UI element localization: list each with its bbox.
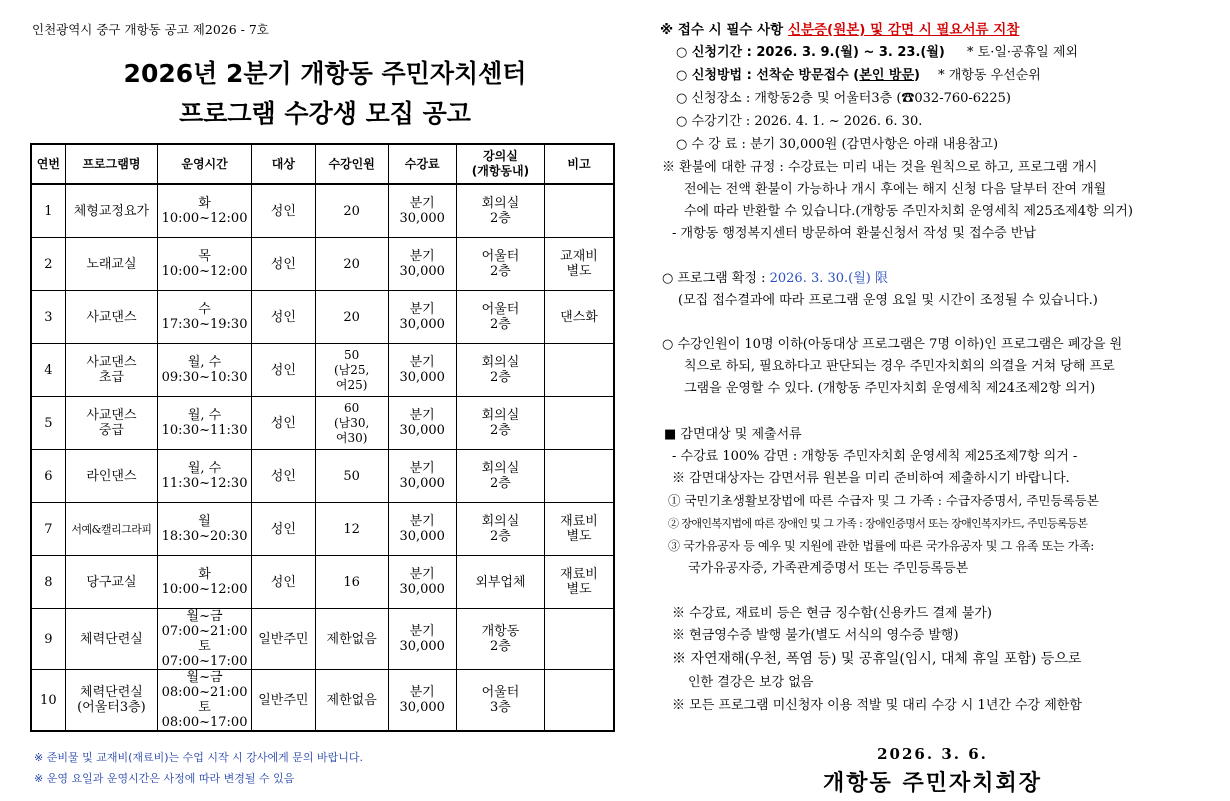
col-note-cell: 재료비 별도 (545, 503, 614, 556)
col-note-cell: 교재비 별도 (545, 238, 614, 291)
closing-rule-line3: 그램을 운영할 수 있다. (개항동 주민자치회 운영세칙 제24조제2항 의거) (684, 381, 1096, 396)
application-method-close: ) (914, 68, 920, 83)
col-fee-cell: 분기 30,000 (388, 670, 456, 732)
col-target-cell: 성인 (251, 238, 315, 291)
program-table (30, 143, 615, 732)
col-room-cell: 회의실 2층 (456, 503, 544, 556)
closing-rule-line2: 칙으로 하되, 필요하다고 판단되는 경우 주민자치회의 의결을 거쳐 당해 프로 (684, 359, 1115, 374)
col-fee-cell: 분기 30,000 (388, 503, 456, 556)
page-title-line1: 2026년 2분기 개항동 주민자치센터 (123, 59, 527, 88)
col-note-cell: 재료비 별도 (545, 556, 614, 609)
col-time-header: 운영시간 (158, 144, 252, 184)
col-no-cell: 3 (31, 291, 65, 344)
col-no-cell: 4 (31, 344, 65, 397)
col-room-cell: 어울터 2층 (456, 238, 544, 291)
table-row (31, 291, 614, 344)
col-room-cell: 개항동 2층 (456, 609, 544, 670)
application-period (676, 44, 1078, 61)
col-target-cell: 성인 (251, 503, 315, 556)
col-no-cell: 7 (31, 503, 65, 556)
refund-policy-line1: ※ 환불에 대한 규정 : 수강료는 미리 내는 것을 원칙으로 하고, 프로그램 개시 (662, 160, 1098, 175)
refund-policy-line3: 수에 따라 반환할 수 있습니다.(개항동 주민자치회 운영세칙 제25조제4항 의거) (684, 204, 1133, 219)
reduction-item-1: ① 국민기초생활보장법에 따른 수급자 및 그 가족 : 수급자증명서, 주민등록등본 (668, 493, 1099, 508)
course-period: ○ 수강기간 : 2026. 4. 1. ~ 2026. 6. 30. (676, 114, 923, 129)
col-program-name-cell: 노래교실 (65, 238, 158, 291)
col-target-cell: 성인 (251, 397, 315, 450)
col-note-cell (545, 344, 614, 397)
col-target-cell: 성인 (251, 184, 315, 238)
table-row (31, 184, 614, 238)
col-room-cell: 어울터 2층 (456, 291, 544, 344)
col-program-name-cell: 사교댄스 초급 (65, 344, 158, 397)
col-capacity-cell: 16 (315, 556, 388, 609)
program-confirm (662, 270, 888, 287)
col-program-name-cell: 사교댄스 중급 (65, 397, 158, 450)
course-fee: ○ 수 강 료 : 분기 30,000원 (감면사항은 아래 내용참고) (676, 137, 999, 152)
col-capacity-cell: 50 (315, 450, 388, 503)
col-no-cell: 6 (31, 450, 65, 503)
table-row (31, 556, 614, 609)
col-target-cell: 일반주민 (251, 609, 315, 670)
col-note-cell (545, 450, 614, 503)
col-no-cell: 5 (31, 397, 65, 450)
col-capacity-cell: 제한없음 (315, 670, 388, 732)
refund-policy-line2: 전에는 전액 환불이 가능하나 개시 후에는 해지 신청 다음 달부터 잔여 개월 (684, 182, 1107, 197)
col-fee-cell: 분기 30,000 (388, 291, 456, 344)
no-makeup-note: ※ 자연재해(우천, 폭염 등) 및 공휴일(임시, 대체 휴일 포함) 등으로 (672, 651, 1082, 667)
col-time-cell: 월~금 07:00~21:00 토 07:00~17:00 (158, 609, 252, 670)
col-room-header: 강의실 (개항동내) (456, 144, 544, 184)
col-no-header: 연번 (31, 144, 65, 184)
col-time-cell: 화 10:00~12:00 (158, 184, 252, 238)
notice-date: 2026. 3. 6. (877, 745, 988, 763)
col-target-header: 대상 (251, 144, 315, 184)
col-program-name-cell: 라인댄스 (65, 450, 158, 503)
col-program-name-header: 프로그램명 (65, 144, 158, 184)
col-target-cell: 성인 (251, 556, 315, 609)
refund-policy-line4: - 개항동 행정복지센터 방문하여 환불신청서 작성 및 접수증 반납 (672, 226, 1036, 241)
table-row (31, 344, 614, 397)
no-makeup-note-cont: 인한 결강은 보강 없음 (688, 675, 814, 690)
col-note-cell: 댄스화 (545, 291, 614, 344)
table-row (31, 238, 614, 291)
col-note-header: 비고 (545, 144, 614, 184)
application-place: ○ 신청장소 : 개항동2층 및 어울터3층 (☎032-760-6225) (676, 91, 1011, 106)
col-note-cell (545, 670, 614, 732)
col-capacity-cell: 20 (315, 184, 388, 238)
col-time-cell: 수 17:30~19:30 (158, 291, 252, 344)
col-no-cell: 1 (31, 184, 65, 238)
reduction-rule: - 수강료 100% 감면 : 개항동 주민자치회 운영세칙 제25조제7항 의거 - (672, 449, 1078, 464)
col-note-cell (545, 609, 614, 670)
program-confirm-date: 2026. 3. 30.(월) 限 (769, 271, 889, 286)
col-fee-cell: 분기 30,000 (388, 238, 456, 291)
col-program-name-cell: 체력단련실 (어울터3층) (65, 670, 158, 732)
col-program-name-cell: 서예&캘리그라피 (65, 503, 158, 556)
col-no-cell: 10 (31, 670, 65, 732)
required-items-label: ※ 접수 시 필수 사항 (660, 22, 788, 38)
signer-title: 개항동 주민자치회장 (823, 770, 1042, 796)
col-fee-cell: 분기 30,000 (388, 450, 456, 503)
reduction-item-3: ③ 국가유공자 등 예우 및 지원에 관한 법률에 따른 국가유공자 및 그 유족 또는 가족: (668, 539, 1094, 553)
reduction-heading: ■ 감면대상 및 제출서류 (664, 427, 802, 442)
program-confirm-label: ○ 프로그램 확정 : (662, 271, 770, 286)
col-target-cell: 일반주민 (251, 670, 315, 732)
col-no-cell: 2 (31, 238, 65, 291)
col-room-cell: 외부업체 (456, 556, 544, 609)
application-method-emphasis: 본인 방문 (859, 68, 915, 83)
table-row (31, 450, 614, 503)
reduction-item-3-docs: 국가유공자증, 가족관계증명서 또는 주민등록등본 (688, 561, 969, 576)
footnote-schedule: ※ 운영 요일과 운영시간은 사정에 따라 변경될 수 있음 (34, 772, 295, 785)
required-items-heading (660, 22, 1019, 39)
col-capacity-header: 수강인원 (315, 144, 388, 184)
application-period-label: ○ 신청기간 : 2026. 3. 9.(월) ~ 3. 23.(월) (676, 45, 945, 60)
col-room-cell: 어울터 3층 (456, 670, 544, 732)
col-room-cell: 회의실 2층 (456, 450, 544, 503)
page-title-line2: 프로그램 수강생 모집 공고 (179, 99, 471, 128)
col-fee-header: 수강료 (388, 144, 456, 184)
col-capacity-cell: 20 (315, 238, 388, 291)
col-time-cell: 월, 수 10:30~11:30 (158, 397, 252, 450)
col-capacity-cell: 60 (남30, 여30) (315, 397, 388, 450)
col-target-cell: 성인 (251, 450, 315, 503)
col-no-cell: 9 (31, 609, 65, 670)
application-method (676, 67, 1041, 84)
col-time-cell: 월, 수 09:30~10:30 (158, 344, 252, 397)
reduction-item-2: ② 장애인복지법에 따른 장애인 및 그 가족 : 장애인증명서 또는 장애인복지카드, 주민등록등본 (668, 517, 1088, 530)
table-row (31, 670, 614, 732)
unauthorized-use-note: ※ 모든 프로그램 미신청자 이용 적발 및 대리 수강 시 1년간 수강 제한함 (672, 698, 1082, 713)
col-program-name-cell: 체력단련실 (65, 609, 158, 670)
col-no-cell: 8 (31, 556, 65, 609)
col-note-cell (545, 397, 614, 450)
footnote-supplies: ※ 준비물 및 교재비(재료비)는 수업 시작 시 강사에게 문의 바랍니다. (34, 751, 364, 764)
col-capacity-cell: 제한없음 (315, 609, 388, 670)
col-capacity-cell: 50 (남25, 여25) (315, 344, 388, 397)
col-fee-cell: 분기 30,000 (388, 344, 456, 397)
notice-number: 인천광역시 중구 개항동 공고 제2026 - 7호 (32, 22, 269, 37)
col-fee-cell: 분기 30,000 (388, 609, 456, 670)
col-time-cell: 목 10:00~12:00 (158, 238, 252, 291)
col-program-name-cell: 당구교실 (65, 556, 158, 609)
program-confirm-note: (모집 접수결과에 따라 프로그램 운영 요일 및 시간이 조정될 수 있습니다.) (678, 293, 1098, 308)
table-row (31, 503, 614, 556)
col-program-name-cell: 사교댄스 (65, 291, 158, 344)
col-time-cell: 월, 수 11:30~12:30 (158, 450, 252, 503)
col-fee-cell: 분기 30,000 (388, 556, 456, 609)
reduction-documents-note: ※ 감면대상자는 감면서류 원본을 미리 준비하여 제출하시기 바랍니다. (672, 471, 1070, 486)
col-capacity-cell: 12 (315, 503, 388, 556)
col-time-cell: 월~금 08:00~21:00 토 08:00~17:00 (158, 670, 252, 732)
receipt-note: ※ 현금영수증 발행 불가(별도 서식의 영수증 발행) (672, 628, 959, 643)
closing-rule-line1: ○ 수강인원이 10명 이하(아동대상 프로그램은 7명 이하)인 프로그램은 폐강을 원 (662, 337, 1123, 352)
col-program-name-cell: 체형교정요가 (65, 184, 158, 238)
col-time-cell: 화 10:00~12:00 (158, 556, 252, 609)
col-room-cell: 회의실 2층 (456, 184, 544, 238)
table-row (31, 609, 614, 670)
col-room-cell: 회의실 2층 (456, 397, 544, 450)
col-time-cell: 월 18:30~20:30 (158, 503, 252, 556)
col-fee-cell: 분기 30,000 (388, 397, 456, 450)
table-row (31, 397, 614, 450)
application-method-note: * 개항동 우선순위 (938, 68, 1041, 83)
cash-only-note: ※ 수강료, 재료비 등은 현금 징수함(신용카드 결제 불가) (672, 606, 992, 621)
col-target-cell: 성인 (251, 291, 315, 344)
col-capacity-cell: 20 (315, 291, 388, 344)
application-period-note: * 토·일·공휴일 제외 (967, 45, 1078, 60)
col-note-cell (545, 184, 614, 238)
required-items-detail: 신분증(원본) 및 감면 시 필요서류 지참 (787, 22, 1020, 38)
col-target-cell: 성인 (251, 344, 315, 397)
col-fee-cell: 분기 30,000 (388, 184, 456, 238)
col-room-cell: 회의실 2층 (456, 344, 544, 397)
table-header-row (31, 144, 614, 184)
application-method-label: ○ 신청방법 : 선착순 방문접수 ( (676, 68, 860, 83)
